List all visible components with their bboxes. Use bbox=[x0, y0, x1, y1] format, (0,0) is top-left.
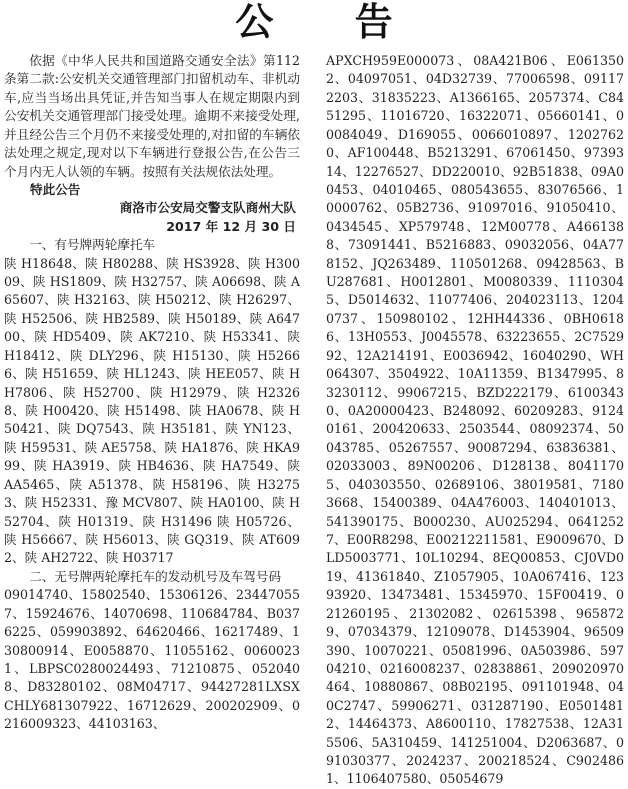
special-notice: 特此公告 bbox=[30, 181, 81, 197]
notice-title: 公 告 bbox=[235, 0, 427, 44]
engine-number-list-left: 09014740、15802540、15306126、234470557、15924676、14070698、110684784、B0376225、059903892、64620466、16217489、130800914、E0058870、11055162、00600231、LBPSC0280024493、71210875、0520408、D83280102、08M04717、94427281LXSXCHLY681307922、16712629、200202909、0216009323、44103163、 bbox=[4, 587, 300, 732]
issuer: 商洛市公安局交警支队商州大队 bbox=[119, 200, 296, 216]
engine-number-list-right: APXCH959E000073、08A421B06、E0613502、04097051、04D32739、77006598、091172203、31835223、A1366165、2057374、C8451295、11016720、16322071、05660141、00084049、D169055、0066010897、12027620、AF100448、B5213291、67061450、9739314、12276527、DD220010、92B51838、09A00453、04010465、080543655、83076566、10000762、05B2736、91097016、91050410、0434545、XP579748、12M00778、A4661388、73091441、B5216883、09032056、04A778152、JQ263489、110501268、09428563、BU287681、H0012801、M0080339、11103045、D5014632、11077406、204023113、12040737、150980102、12HH44336、0BH06186、13H0553、J0045578、63223655、2C752992、12A214191、E0036942、16040290、WH064307、3504922、10A11359、B1347995、83230112、99067215、BZD222179、61003430、0A20000423、B248092、60209283、91240161、200420633、2503544、08092374、50043785、05267557、90087294、63836381、02033003、89N00206、D128138、80411705、040303550、02689106、38019581、71803668、15400389、04A476003、140401013、541390175、B000230、AU025294、06412527、E00R8298、E00212211581、E9009670、DLD5003771、10L10294、8EQ00853、CJ0VD019、41361840、Z1057905、10A067416、12393920、13473481、15345970、15F00419、021260195、21302082、02615398、9658729、07034379、12109078、D1453904、96509390、10070221、05081996、0A503986、59704210、0216008237、02838861、209020970464、10880867、08B02195、091101948、040C2747、59906271、031287190、E05014812、14464373、A8600110、17827538、12A315506、5A310459、141251004、D2063687、091030377、2024237、200218524、C9024861、1106407580、05054679 bbox=[326, 53, 624, 787]
section2-heading: 二、无号牌两轮摩托车的发动机号及车驾号码 bbox=[29, 568, 282, 584]
right-column bbox=[326, 52, 624, 789]
issue-date: 2017 年 12 月 30 日 bbox=[166, 218, 296, 234]
plate-list: 陕 H18648、陕 H80288、陕 HS3928、陕 H30009、陕 HS1809、陕 H32757、陕 A06698、陕 A65607、陕 H32163、陕 H50212、陕 H26297、陕 H52506、陕 HB2589、陕 H50189、陕 A64700、陕 HD5409、陕 AK7210、陕 H53341、陕 H18412、陕 DLY296、陕 H15130、陕 H52666、陕 H51659、陕 HL1243、陕 HEE057、陕 HH7806、陕 H52700、陕 H12979、陕 H23268、陕 H00420、陕 H51498、陕 HA0678、陕 H50421、陕 DQ7543、陕 H35181、陕 YN123、陕 H59531、陕 AE5758、陕 HA1876、陕 HKA999、陕 HA3919、陕 HB4636、陕 HA7549、陕 AA5465、陕 A51378、陕 H58196、陕 H32753、陕 H52331、豫 MCV807、陕 HA0100、陕 H52704、陕 H01319、陕 H31496 陕 H05726、陕 H56667、陕 H56013、陕 GQ319、陕 AT6092、陕 AH2722、陕 H03717 bbox=[4, 255, 300, 566]
notice-body: 依据《中华人民共和国道路交通安全法》第112条第二款:公安机关交通管理部门扣留机动车、非机动车,应当当场出具凭证,并告知当事人在规定期限内到公安机关交通管理部门接受处理。逾期不来接受处理,并且经公告三个月仍不来接受处理的,对扣留的车辆依法处理之规定,现对以下车辆进行登报公告,在公告三个月内无人认领的车辆。按照有关法规依法处理。 bbox=[4, 53, 300, 179]
left-column bbox=[4, 52, 300, 734]
section1-heading: 一、有号牌两轮摩托车 bbox=[29, 237, 156, 253]
